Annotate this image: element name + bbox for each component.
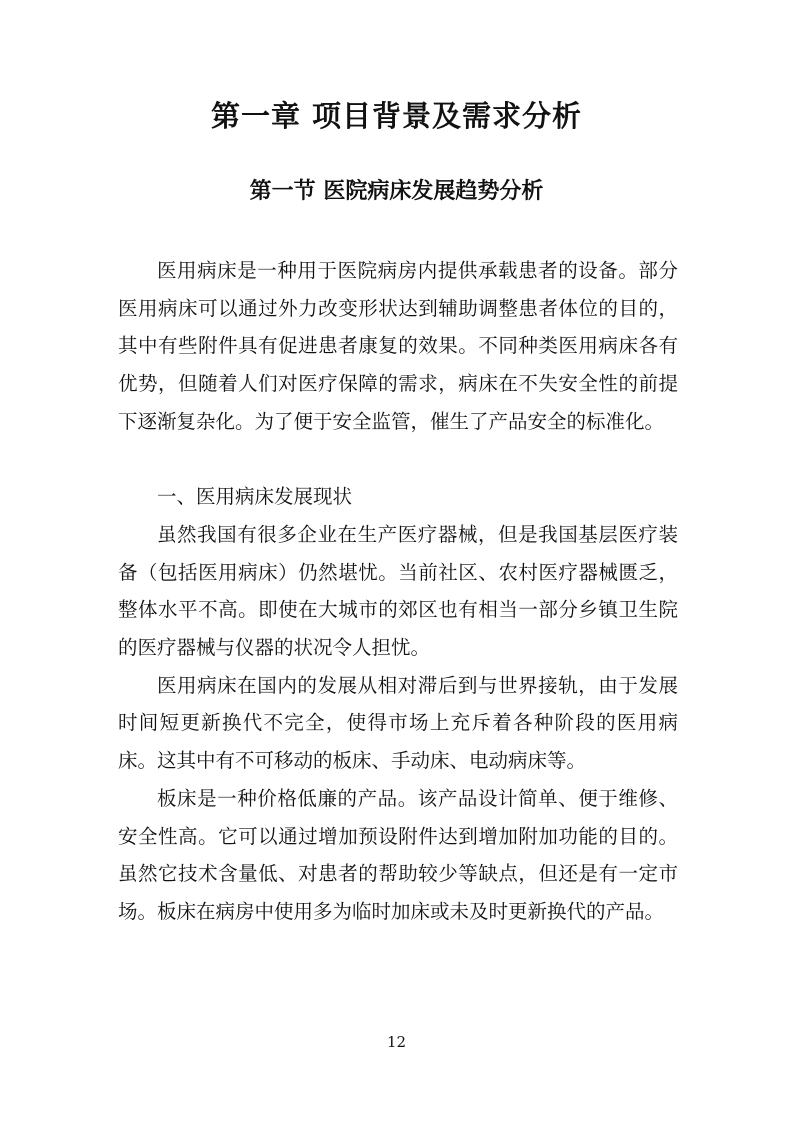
paragraph-intro: 医用病床是一种用于医院病房内提供承载患者的设备。部分医用病床可以通过外力改变形状达到辅助调整患者体位的目的，其中有些附件具有促进患者康复的效果。不同种类医用病床各有优势，但随着人们对医疗保障的需求，病床在不失安全性的前提下逐渐复杂化。为了便于安全监管，催生了产品安全的标准化。: [118, 259, 678, 433]
section-title: 第一节 医院病床发展趋势分析: [249, 179, 544, 204]
paragraph: 虽然我国有很多企业在生产医疗器械，但是我国基层医疗装备（包括医用病床）仍然堪忧。当前社区、农村医疗器械匮乏，整体水平不高。即使在大城市的郊区也有相当一部分乡镇卫生院的医疗器械与仪器的状况令人担忧。: [118, 522, 678, 660]
paragraph: 板床是一种价格低廉的产品。该产品设计简单、便于维修、安全性高。它可以通过增加预设附件达到增加附加功能的目的。虽然它技术含量低、对患者的帮助较少等缺点，但还是有一定市场。板床在病房中使用多为临时加床或未及时更新换代的产品。: [118, 786, 678, 923]
body-text: [118, 252, 678, 931]
paragraph: 医用病床在国内的发展从相对滞后到与世界接轨，由于发展时间短更新换代不完全，使得市场上充斥着各种阶段的医用病床。这其中有不可移动的板床、手动床、电动病床等。: [118, 673, 678, 773]
paragraph-spacer: [118, 441, 678, 479]
page-number: 12: [386, 1033, 407, 1051]
chapter-title: 第一章 项目背景及需求分析: [210, 99, 583, 133]
subsection-heading: 一、医用病床发展现状: [157, 485, 353, 509]
